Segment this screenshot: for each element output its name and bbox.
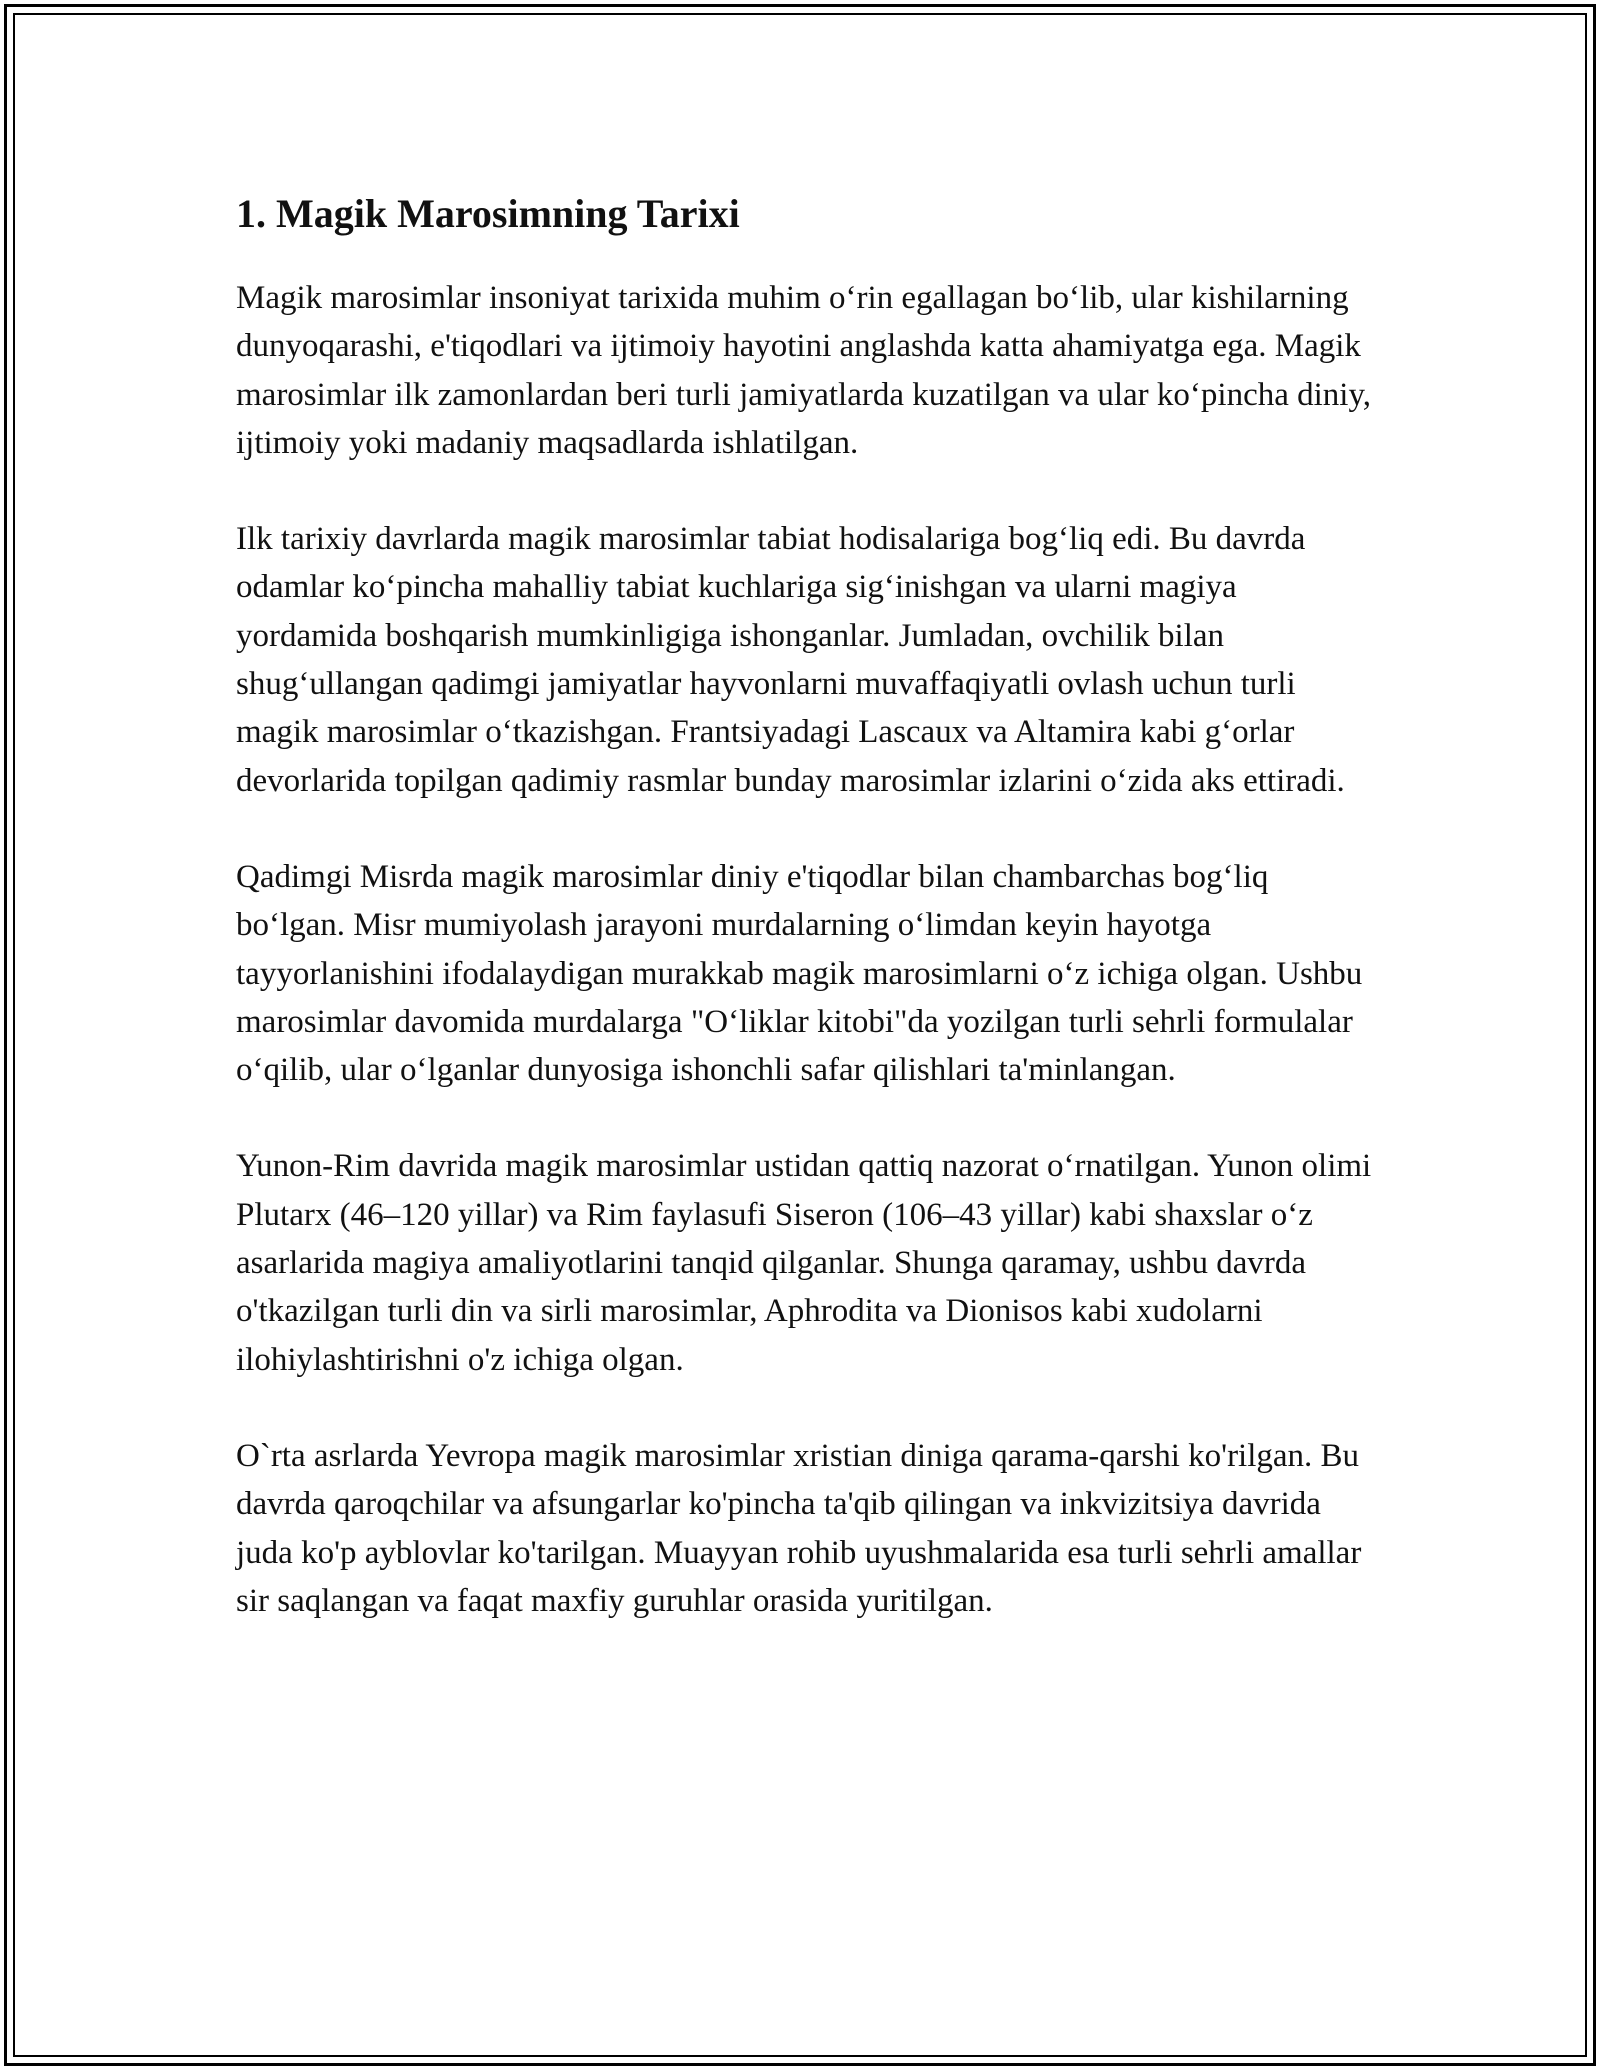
paragraph-middle-ages: O`rta asrlarda Yevropa magik marosimlar xristian diniga qarama-qarshi ko'rilgan. Bu davrda qaroqchilar va afsungarlar ko'pincha ta'qib qilingan va inkvizitsiya davrida juda ko'p ayblovlar ko'tarilgan. Muayyan rohib uyushmalarida esa turli sehrli amallar sir saqlangan va faqat maxfiy guruhlar orasida yuritilgan. bbox=[236, 1437, 1362, 1619]
paragraph-greco-roman: Yunon-Rim davrida magik marosimlar ustidan qattiq nazorat o‘rnatilgan. Yunon olimi Plutarx (46–120 yillar) va Rim faylasufi Siseron (106–43 yillar) kabi shaxslar o‘z asarlarida magiya amaliyotlarini tanqid qilganlar. Shunga qaramay, ushbu davrda o'tkazilgan turli din va sirli marosimlar, Aphrodita va Dionisos kabi xudolarni ilohiylashtirishni o'z ichiga olgan. bbox=[236, 1148, 1372, 1378]
document-body bbox=[236, 186, 1376, 1625]
paragraph-intro: Magik marosimlar insoniyat tarixida muhim o‘rin egallagan bo‘lib, ular kishilarning dunyoqarashi, e'tiqodlari va ijtimoiy hayotini anglashda katta ahamiyatga ega. Magik marosimlar ilk zamonlardan beri turli jamiyatlarda kuzatilgan va ular ko‘pincha diniy, ijtimoiy yoki madaniy maqsadlarda ishlatilgan. bbox=[236, 280, 1372, 461]
paragraph-ancient-egypt: Qadimgi Misrda magik marosimlar diniy e'tiqodlar bilan chambarchas bog‘liq bo‘lgan. Misr mumiyolash jarayoni murdalarning o‘limdan keyin hayotga tayyorlanishini ifodalaydigan murakkab magik marosimlarni o‘z ichiga olgan. Ushbu marosimlar davomida murdalarga "O‘liklar kitobi"da yozilgan turli sehrli formulalar o‘qilib, ular o‘lganlar dunyosiga ishonchli safar qilishlari ta'minlangan. bbox=[236, 858, 1363, 1089]
section-title: 1. Magik Marosimning Tarixi bbox=[236, 191, 740, 236]
paragraph-early-history: Ilk tarixiy davrlarda magik marosimlar tabiat hodisalariga bog‘liq edi. Bu davrda odamlar ko‘pincha mahalliy tabiat kuchlariga sig‘inishgan va ularni magiya yordamida boshqarish mumkinligiga ishonganlar. Jumladan, ovchilik bilan shug‘ullangan qadimgi jamiyatlar hayvonlarni muvaffaqiyatli ovlash uchun turli magik marosimlar o‘tkazishgan. Frantsiyadagi Lascaux va Altamira kabi g‘orlar devorlarida topilgan qadimiy rasmlar bunday marosimlar izlarini o‘zida aks ettiradi. bbox=[236, 521, 1345, 799]
